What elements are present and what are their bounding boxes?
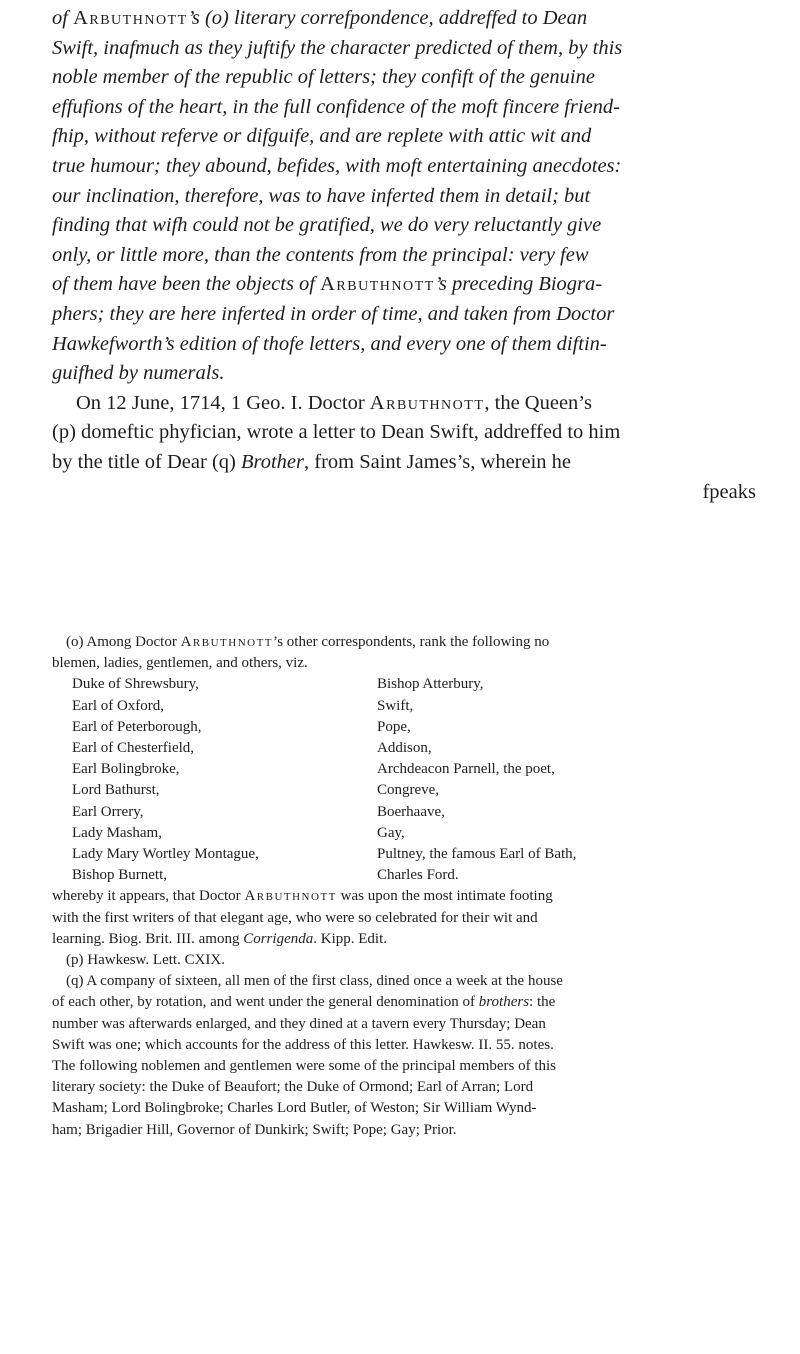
correspondent-name: Swift, <box>377 697 414 714</box>
text-line <box>52 389 756 419</box>
text-line: our inclination, therefore, was to have inferted them in detail; but <box>52 184 591 207</box>
footnote-p-line: (p) Hawkesw. Lett. CXIX. <box>66 952 225 969</box>
footnote-q-line: ham; Brigadier Hill, Governor of Dunkirk; Swift; Pope; Gay; Prior. <box>52 1121 457 1138</box>
text-line: effufions of the heart, in the full confidence of the moft fincere friend- <box>52 95 620 118</box>
text-segment: ’s preceding Biogra- <box>434 273 603 296</box>
text-line: finding that wifh could not be gratified, we do very reluctantly give <box>52 214 602 237</box>
text-line: fhip, without referve or difguife, and are replete with attic wit and <box>52 125 592 148</box>
text-line: phers; they are here inferted in order of time, and taken from Doctor <box>52 302 615 325</box>
text-segment: , from Saint James’s, wherein he <box>304 450 572 473</box>
correspondent-name: Boerhaave, <box>377 803 445 820</box>
correspondent-name: Charles Ford. <box>377 867 459 884</box>
text-line: Swift, inafmuch as they juftify the character predicted of them, by this <box>52 36 623 59</box>
text-line: true humour; they abound, befides, with moft entertaining anecdotes: <box>52 154 622 177</box>
text-italic: brothers <box>478 994 530 1011</box>
text-line: noble member of the republic of letters; they confift of the genuine <box>52 66 595 89</box>
footnote-q-line: literary society: the Duke of Beaufort; the Duke of Ormond; Earl of Arran; Lord <box>52 1079 534 1096</box>
name-smallcaps: Arbuthnott <box>369 391 485 414</box>
footnote-o-line: with the first writers of that elegant age, who were so celebrated for their wit and <box>52 909 538 926</box>
correspondent-name: Archdeacon Parnell, the poet, <box>377 761 555 778</box>
text-segment: On 12 June, 1714, 1 Geo. I. Doctor <box>76 391 370 414</box>
footnote-q-line: The following noblemen and gentlemen were some of the principal members of this <box>52 1058 557 1075</box>
correspondent-name: Pultney, the famous Earl of Bath, <box>377 846 577 863</box>
text-segment: . Kipp. Edit. <box>313 930 387 947</box>
text-segment: ’s (o) literary correfpondence, addreffed to Dean <box>187 7 588 29</box>
correspondent-name: Gay, <box>377 824 405 841</box>
text-segment: of each other, by rotation, and went under the general denomination of <box>52 994 479 1011</box>
correspondent-name: Bishop Atterbury, <box>377 676 484 693</box>
correspondents-right <box>377 674 757 886</box>
correspondent-name: Pope, <box>377 718 411 735</box>
footnote-q-line: number was afterwards enlarged, and they dined at a tavern every Thursday; Dean <box>52 1015 546 1032</box>
text-italic: Corrigenda <box>243 930 314 947</box>
text-line: (p) domeftic phyfician, wrote a letter to Dean Swift, addreffed to him <box>52 421 621 444</box>
correspondent-name: Earl Orrery, <box>72 803 144 820</box>
text-line: Hawkefworth’s edition of thofe letters, and every one of them diftin- <box>52 332 607 355</box>
text-line <box>52 4 756 34</box>
text-line <box>52 270 756 300</box>
text-segment: (o) Among Doctor <box>66 634 181 650</box>
text-line: guifhed by numerals. <box>52 362 225 385</box>
footnote-q-line: Swift was one; which accounts for the address of this letter. Hawkesw. II. 55. notes. <box>52 1036 554 1053</box>
text-segment: , the Queen’s <box>484 391 592 414</box>
text-segment: learning. Biog. Brit. III. among <box>52 930 244 947</box>
footnote-q-line: Masham; Lord Bolingbroke; Charles Lord Butler, of Weston; Sir William Wynd- <box>52 1100 537 1117</box>
catchword: fpeaks <box>702 480 756 503</box>
text-line: only, or little more, than the contents from the principal: very few <box>52 243 589 266</box>
footnote-o-line <box>52 632 762 653</box>
text-line <box>52 448 756 478</box>
main-text <box>52 4 756 507</box>
correspondent-name: Congreve, <box>377 782 440 799</box>
correspondent-name: Duke of Shrewsbury, <box>72 676 199 693</box>
name-smallcaps: Arbuthnott <box>320 273 435 296</box>
name-smallcaps: Arbuthnott <box>73 7 188 29</box>
text-segment: of them have been the objects of <box>52 273 321 296</box>
name-smallcaps: Arbuthnott <box>244 888 337 905</box>
correspondent-name: Earl of Chesterfield, <box>72 740 195 757</box>
footnote-o-line: blemen, ladies, gentlemen, and others, viz. <box>52 655 308 672</box>
footnote-o-line <box>52 886 762 907</box>
text-segment: : the <box>529 994 556 1011</box>
correspondent-name: Bishop Burnett, <box>72 867 168 884</box>
correspondents-columns <box>72 674 762 886</box>
correspondent-name: Earl of Peterborough, <box>72 718 202 735</box>
text-segment: whereby it appears, that Doctor <box>52 888 245 905</box>
correspondent-name: Addison, <box>377 740 432 757</box>
correspondent-name: Lady Masham, <box>72 824 162 841</box>
name-smallcaps: Arbuthnott <box>180 634 274 650</box>
footnotes <box>52 632 762 1141</box>
text-segment: of <box>52 7 74 29</box>
footnote-q-line <box>52 992 762 1013</box>
correspondents-left <box>72 674 377 886</box>
text-segment: ’s other correspondents, rank the following no <box>273 634 550 650</box>
correspondent-name: Lord Bathurst, <box>72 782 160 799</box>
text-segment: by the title of Dear (q) <box>52 450 241 473</box>
footnote-o-line <box>52 929 762 950</box>
correspondent-name: Earl Bolingbroke, <box>72 761 180 778</box>
correspondent-name: Lady Mary Wortley Montague, <box>72 846 259 863</box>
footnote-q-line: (q) A company of sixteen, all men of the first class, dined once a week at the house <box>66 973 563 990</box>
text-segment: was upon the most intimate footing <box>336 888 553 905</box>
correspondent-name: Earl of Oxford, <box>72 697 165 714</box>
text-italic: Brother <box>240 450 304 473</box>
